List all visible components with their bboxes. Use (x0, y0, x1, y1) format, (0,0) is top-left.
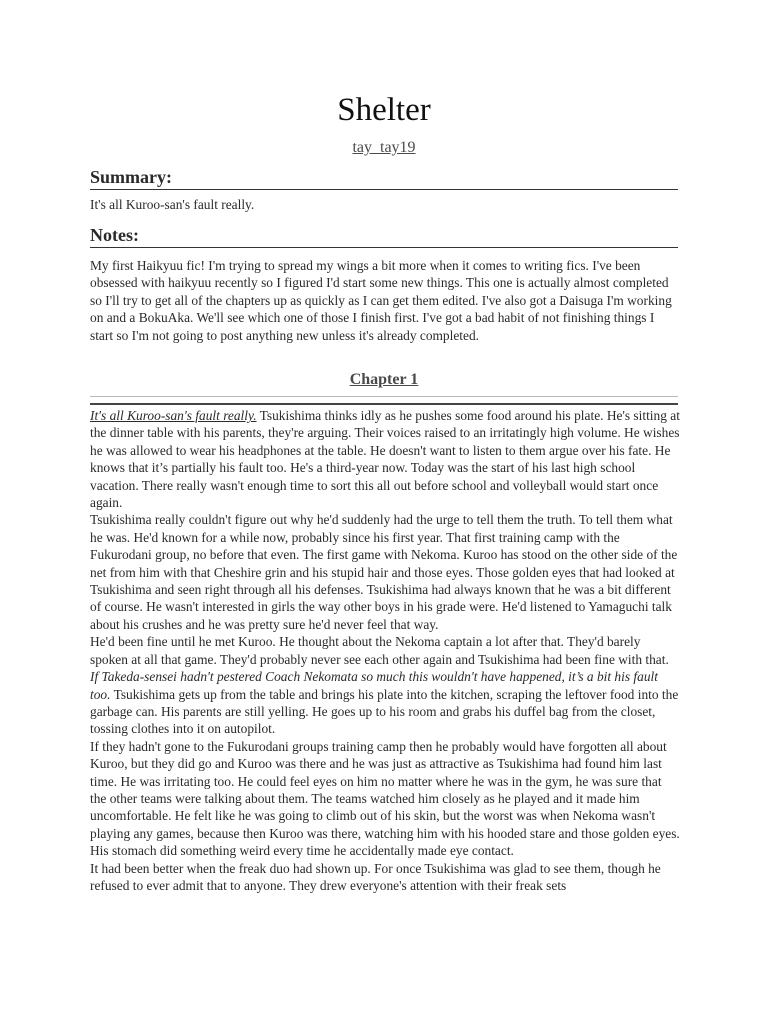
chapter-link[interactable]: Chapter 1 (349, 371, 419, 388)
author-link[interactable]: tay_tay19 (352, 139, 416, 156)
chapter-paragraph-4: If they hadn't gone to the Fukurodani groups training camp then he probably would have forgotten all about Kuroo, but they did go and Kuroo was there and he was just as attractive as Tsukishima had found him last time. He was irritating too. He could feel eyes on him no matter where he was in the gym, he was sure that the other teams were talking about them. The teams watched him closely as he played and it made him uncomfortable. He felt like he was going to climb out of his skin, but the worst was when Nekoma wasn't playing any games, because then Kuroo was there, watching him with his hooded stare and those golden eyes. His stomach did something weird every time he accidentally made eye contact. (90, 738, 680, 859)
chapter-paragraph-3-start: He'd been fine until he met Kuroo. He thought about the Nekoma captain a lot after that. They'd barely spoken at all that game. They'd probably never see each other again and Tsukishima had been fine with that. (90, 634, 669, 667)
chapter-paragraph-1-text: Tsukishima thinks idly as he pushes some food around his plate. He's sitting at the dinner table with his parents, they're arguing. Their voices raised to an irritatingly high volume. He wishes he was allowed to wear his headphones at the table. He doesn't want to listen to them argue over his fate. He knows that it’s partially his fault too. He's a third-year now. Today was the start of his last high school vacation. There really wasn't enough time to sort this all out before school and volleyball would start once again. (90, 408, 680, 511)
chapter-divider-thin (90, 396, 678, 397)
work-title: Shelter (337, 92, 431, 128)
chapter-italic-1-text: It's all Kuroo-san's fault really. (90, 408, 257, 423)
chapter-italic-1 (90, 408, 257, 423)
summary-heading: Summary: (90, 166, 678, 190)
chapter-paragraph-2: Tsukishima really couldn't figure out why he'd suddenly had the urge to tell them the truth. To tell them what he was. He'd known for a while now, probably since his first year. That first training camp with the Fukurodani group, no before that even. The first game with Nekoma. Kuroo has stood on the other side of the net from him with that Cheshire grin and his stupid hair and those eyes. Those golden eyes that had looked at Tsukishima and seen right through all his defenses. Tsukishima had always known that he was a bit different of course. He wasn't interested in girls the way other boys in his grade were. He'd listened to Yamaguchi talk about his crushes and he was pretty sure he'd never feel that way. (90, 512, 678, 632)
chapter-body (90, 407, 680, 894)
summary-text: It's all Kuroo-san's fault really. (90, 197, 255, 212)
chapter-italic-2: If Takeda-sensei hadn't pestered Coach Nekomata so much this wouldn't have happened, it’s a bit his fault too. (90, 669, 658, 702)
chapter-divider-thick (90, 403, 678, 405)
author-byline (0, 138, 768, 158)
notes-heading: Notes: (90, 224, 678, 248)
chapter-paragraph-3-rest: Tsukishima gets up from the table and brings his plate into the kitchen, scraping the leftover food into the garbage can. His parents are still yelling. He goes up to his room and grabs his duffel bag from the closet, tossing clothes into it on autopilot. (90, 686, 679, 737)
chapter-paragraph-1 (90, 407, 680, 511)
notes-text: My first Haikyuu fic! I'm trying to spread my wings a bit more when it comes to writing fics. I've been obsessed with haikyuu recently so I figured I'd start some new things. This one is actually almost completed so I'll try to get all of the chapters up as quickly as I can get them edited. I've also got a Daisuga I'm working on and a BokuAka. We'll see which one of those I finish first. I've got a bad habit of not finishing things I start so I'm not going to post anything new unless it's already completed. (90, 258, 672, 343)
chapter-paragraph-5: It had been better when the freak duo had shown up. For once Tsukishima was glad to see them, though he refused to ever admit that to anyone. They drew everyone's attention with their freak sets (90, 860, 661, 893)
chapter-paragraph-3 (90, 633, 680, 737)
chapter-heading (0, 370, 768, 390)
